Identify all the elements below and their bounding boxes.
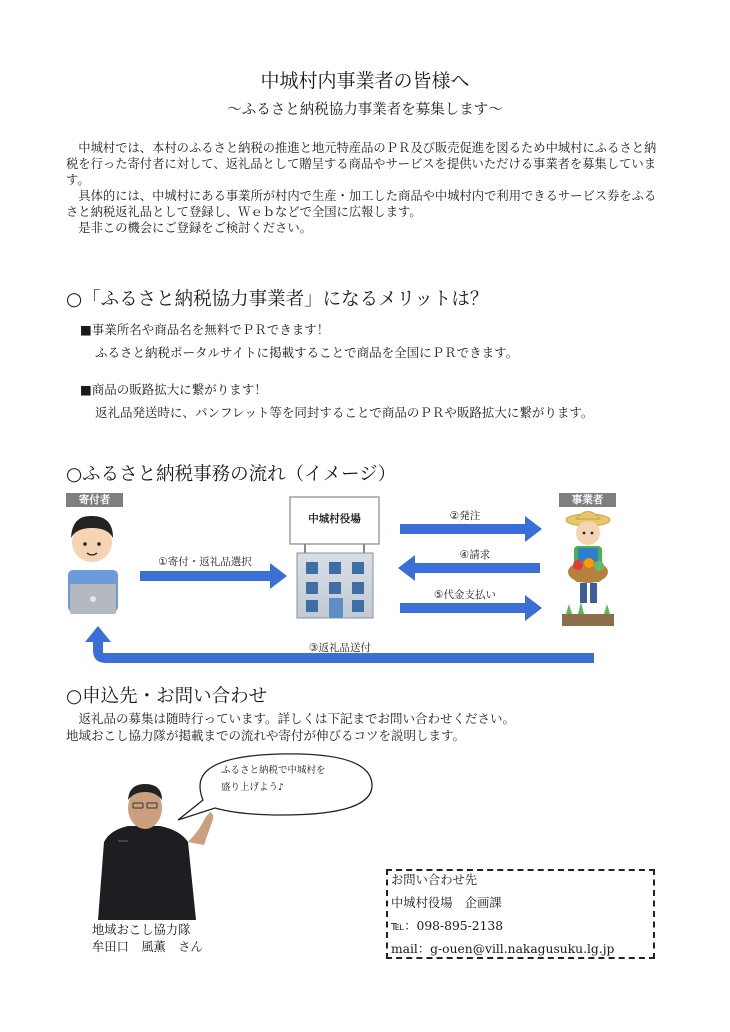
office-label: 中城村役場: [308, 513, 361, 525]
apply-line-2: 地域おこし協力隊が掲載までの流れや寄付が伸びるコツを説明します。: [66, 728, 466, 743]
intro-paragraph-3: 是非この機会にご登録をご検討ください。: [66, 221, 312, 235]
speech-text: [221, 762, 371, 796]
page-title: 中城村内事業者の皆様へ: [260, 70, 470, 92]
contact-department: 中城村役場 企画課: [391, 896, 502, 910]
step-5-label: ⑤代金支払い: [434, 589, 496, 601]
apply-heading: ○申込先・お問い合わせ: [66, 686, 268, 707]
step-3-label: ③返礼品送付: [309, 642, 371, 654]
merit-1-desc: ふるさと納税ポータルサイトに掲載することで商品を全国にＰＲできます。: [95, 345, 519, 360]
merit-2-title: ■商品の販路拡大に繋がります！: [80, 382, 267, 397]
business-label: 事業者: [559, 493, 616, 507]
intro-paragraph-2: 具体的には、中城村にある事業所が村内で生産・加工した商品や中城村内で利用できるサービス券をふるさと納税返礼品として登録し、Ｗｅｂなどで全国に広報します。: [66, 189, 657, 219]
merit-1-title: ■事業所名や商品名を無料でＰＲできます！: [80, 322, 330, 337]
apply-line-1: 返礼品の募集は随時行っています。詳しくは下記までお問い合わせください。: [66, 711, 516, 726]
flow-heading: ○ふるさと納税事務の流れ（イメージ）: [66, 464, 397, 485]
intro-paragraph-1: 中城村では、本村のふるさと納税の推進と地元特産品のＰＲ及び販売促進を図るため中城村にふるさと納税を行った寄付者に対して、返礼品として贈呈する商品やサービスを提供いただける事業者を募集しています。: [66, 141, 657, 187]
step-2-label: ②発注: [449, 510, 481, 522]
page-subtitle: ～ふるさと納税協力事業者を募集します～: [227, 102, 503, 118]
contact-mail: mail：g-ouen@vill.nakagusuku.lg.jp: [391, 942, 615, 956]
contact-title: お問い合わせ先: [391, 873, 478, 887]
donor-label: 寄付者: [66, 493, 123, 507]
speech-line-2: 盛り上げよう♪: [221, 782, 285, 793]
speech-line-1: ふるさと納税で中城村を: [221, 765, 326, 776]
contact-tel: ℡：098-895-2138: [391, 919, 504, 933]
contact-box: [386, 869, 655, 959]
coordinator-role: 地域おこし協力隊: [92, 923, 191, 937]
step-4-label: ④請求: [459, 549, 491, 561]
coordinator-name: 牟田口 風薫 さん: [92, 940, 203, 954]
coordinator-photo: [98, 784, 213, 920]
step-1-label: ①寄付・返礼品選択: [158, 556, 252, 568]
merits-heading: ○「ふるさと納税協力事業者」になるメリットは？: [66, 289, 489, 310]
merit-2-desc: 返礼品発送時に、パンフレット等を同封することで商品のＰＲや販路拡大に繋がります。: [95, 405, 594, 420]
